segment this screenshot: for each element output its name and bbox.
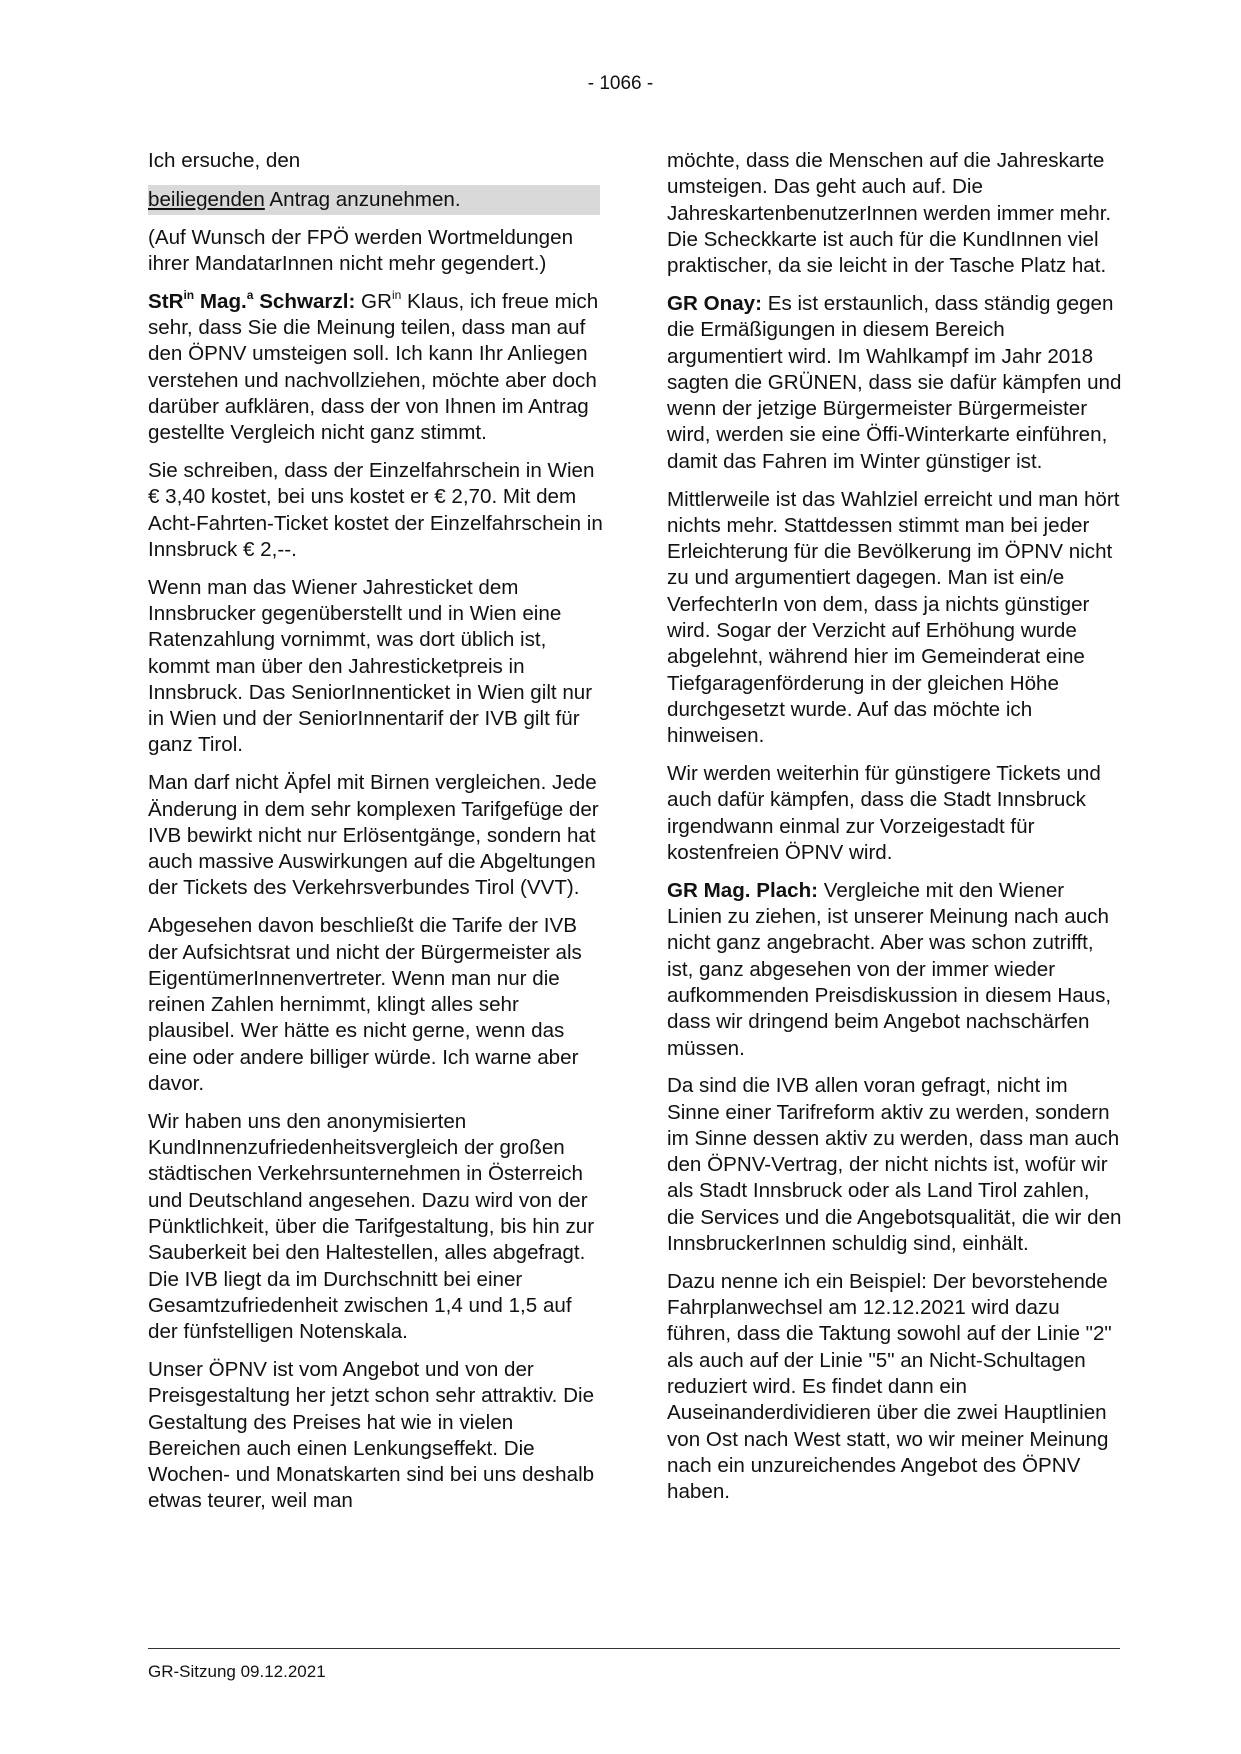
left-paragraph-7: Man darf nicht Äpfel mit Birnen vergleichen. Jede Änderung in dem sehr komplexen Tarifgefüge der IVB bewirkt nicht nur Erlösentgänge, sondern hat auch massive Auswirkungen auf die Abgeltungen der Tickets des Verkehrsverbundes Tirol (VVT). (148, 771, 599, 900)
right-paragraph-4: Wir werden weiterhin für günstigere Tickets und auch dafür kämpfen, dass die Stadt Innsbruck irgendwann einmal zur Vorzeigestadt für kostenfreien ÖPNV wird. (667, 762, 1101, 864)
page-number: - 1066 - (587, 73, 654, 94)
motion-line-rest: Antrag anzunehmen. (264, 188, 461, 212)
left-paragraph-3: (Auf Wunsch der FPÖ werden Wortmeldungen ihrer MandatarInnen nicht mehr gegendert.) (148, 225, 574, 275)
footer-divider (148, 1648, 1120, 1649)
right-paragraph-3: Mittlerweile ist das Wahlziel erreicht und man hört nichts mehr. Stattdessen stimmt man bei jeder Erleichterung für die Bevölkerung im ÖPNV nicht zu und argumentiert dagegen. Man ist ein/e VerfechterIn von dem, dass ja nichts günstiger wird. Sogar der Verzicht auf Erhöhung wurde abgelehnt, während hier im Gemeinderat eine Tiefgaragenförderung in der gleichen Höhe durchgesetzt wurde. Auf das möchte ich hinweisen. (667, 487, 1120, 748)
right-paragraph-2: GR Onay: Es ist erstaunlich, dass ständig gegen die Ermäßigungen in diesem Bereich argumentiert wird. Im Wahlkampf im Jahr 2018 sagten die GRÜNEN, dass sie dafür kämpfen und wenn der jetzige Bürgermeister Bürgermeister wird, werden sie eine Öffi-Winterkarte einführen, damit das Fahren im Winter günstiger ist. (667, 291, 1122, 473)
speaker-schwarzl: StR$^{in}$ Mag.$^a$ Schwarzl: (148, 287, 356, 313)
speaker-plach: GR Mag. Plach: (667, 878, 819, 902)
right-column (667, 148, 1122, 1517)
left-paragraph-5: Sie schreiben, dass der Einzelfahrschein in Wien € 3,40 kostet, bei uns kostet er € 2,70. Mit dem Acht-Fahrten-Ticket kostet der Einzelfahrschein in Innsbruck € 2,--. (148, 458, 603, 561)
left-paragraph-1: Ich ersuche, den (148, 149, 301, 172)
footer-session-date: GR-Sitzung 09.12.2021 (148, 1662, 326, 1681)
left-column (148, 148, 603, 1526)
left-paragraph-10: Unser ÖPNV ist vom Angebot und von der Preisgestaltung her jetzt schon sehr attraktiv. Die Gestaltung des Preises hat wie in vielen Bereichen auch einen Lenkungseffekt. Die Wochen- und Monatskarten sind bei uns deshalb etwas teurer, weil man (148, 1357, 595, 1513)
underlined-word: beiliegenden (148, 188, 265, 212)
highlighted-motion-line (148, 185, 600, 214)
left-paragraph-6: Wenn man das Wiener Jahresticket dem Innsbrucker gegenüberstellt und in Wien eine Ratenzahlung vornimmt, was dort üblich ist, kommt man über den Jahresticketpreis in Innsbruck. Das SeniorInnenticket in Wien gilt nur in Wien und der SeniorInnentarif der IVB gilt für ganz Tirol. (148, 575, 593, 757)
speaker-onay: GR Onay: (667, 291, 762, 315)
left-paragraph-4: StR$^{in}$ Mag.$^a$ Schwarzl: $GR^{in}$ Klaus, ich freue mich sehr, dass Sie die Meinung teilen, dass man auf den ÖPNV umsteigen soll. Ich kann Ihr Anliegen verstehen und nachvollziehen, möchte aber doch darüber aufklären, dass der von Ihnen im Antrag gestellte Vergleich nicht ganz stimmt. (148, 287, 599, 445)
left-paragraph-8: Abgesehen davon beschließt die Tarife der IVB der Aufsichtsrat und nicht der Bürgermeister als EigentümerInnenvertreter. Wenn man nur die reinen Zahlen hernimmt, klingt alles sehr plausibel. Wer hätte es nicht gerne, wenn das eine oder andere billiger würde. Ich warne aber davor. (148, 914, 582, 1095)
right-paragraph-5: GR Mag. Plach: Vergleiche mit den Wiener Linien zu ziehen, ist unserer Meinung nach auch nicht ganz angebracht. Aber was schon zutrifft, ist, ganz abgesehen von der immer wieder aufkommenden Preisdiskussion in diesem Haus, dass wir dringend beim Angebot nachschärfen müssen. (667, 878, 1112, 1060)
right-paragraph-7: Dazu nenne ich ein Beispiel: Der bevorstehende Fahrplanwechsel am 12.12.2021 wird dazu führen, dass die Taktung sowohl auf der Linie "2" als auch auf der Linie "5" an Nicht-Schultagen reduziert wird. Es findet dann ein Auseinanderdividieren über die zwei Hauptlinien von Ost nach West statt, wo wir meiner Meinung nach ein unzureichendes Angebot des ÖPNV haben. (667, 1269, 1112, 1504)
right-paragraph-6: Da sind die IVB allen voran gefragt, nicht im Sinne einer Tarifreform aktiv zu werden, sondern im Sinne dessen aktiv zu werden, dass man auch den ÖPNV-Vertrag, der nicht nichts ist, wofür wir als Stadt Innsbruck oder als Land Tirol zahlen, die Services und die Angebotsqualität, die wir den InnsbruckerInnen schuldig sind, einhält. (667, 1074, 1122, 1256)
right-paragraph-1: möchte, dass die Menschen auf die Jahreskarte umsteigen. Das geht auch auf. Die JahreskartenbenutzerInnen werden immer mehr. Die Scheckkarte ist auch für die KundInnen viel praktischer, da sie leicht in der Tasche Platz hat. (667, 149, 1112, 278)
left-paragraph-9: Wir haben uns den anonymisierten KundInnenzufriedenheitsvergleich der großen städtischen Verkehrsunternehmen in Österreich und Deutschland angesehen. Dazu wird von der Pünktlichkeit, über die Tarifgestaltung, bis hin zur Sauberkeit bei den Haltestellen, alles abgefragt. Die IVB liegt da im Durchschnitt bei einer Gesamtzufriedenheit zwischen 1,4 und 1,5 auf der fünfstelligen Notenskala. (148, 1109, 595, 1344)
